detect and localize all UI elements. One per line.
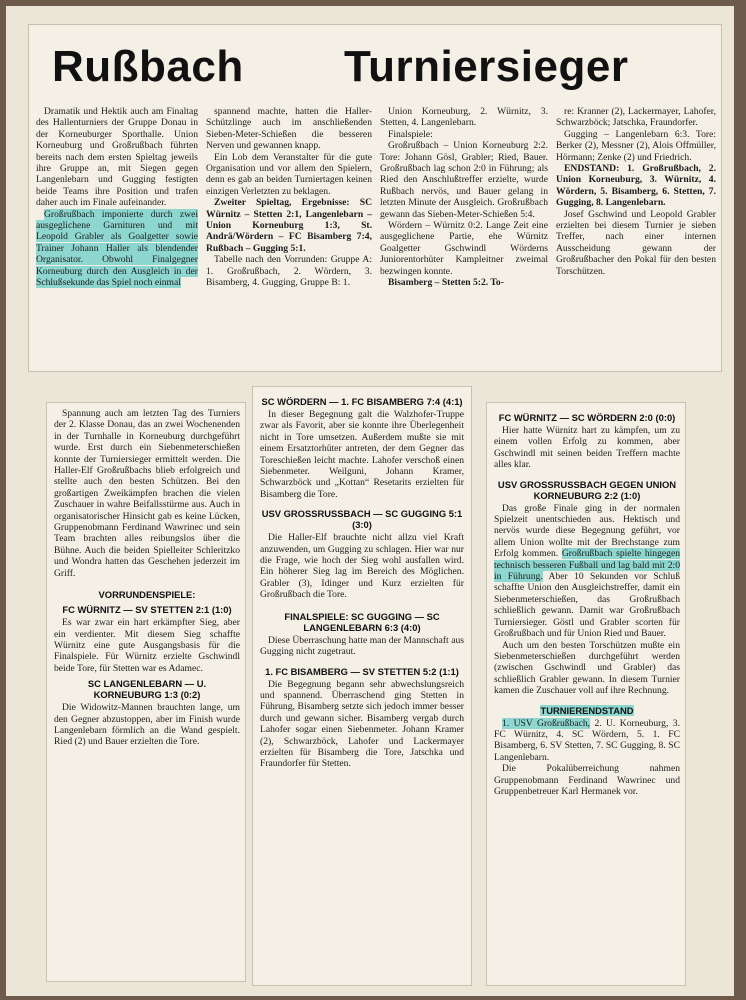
scorer-shootout-report: Auch um den besten Torschützen mußte ein Siebenmeterschießen durchgeführt werden (zwischen Gschwindl und Grabler) das schließlich Grabler gewann. In diesem Turnier kamen die Zuschauer voll auf ihre Rechnung. (494, 639, 680, 697)
game-heading: USV GROSSRUSSBACH — SC GUGGING 5:1 (3:0) (261, 508, 463, 531)
final-report-3: Bisamberg – Stetten 5:2. To- (388, 277, 504, 289)
game-report: Die Widowitz-Mannen brauchten lange, um den Gegner abzustoppen, aber im Finish wurde Langenlebarn förmlich an die Wand gespielt. Ried (2) und Bauer erzielten die Tore. (54, 702, 240, 748)
lead-column-1 (36, 106, 198, 289)
trophy-presentation: Die Pokalüberreichung nahmen Gruppenobmann Ferdinand Wawrinec und Gruppenbetreuer Karl Hermanek vor. (494, 763, 680, 797)
final-standings: 1. USV Großrußbach, 2. U. Korneuburg, 3. FC Würnitz, 4. SC Wördern, 5. 1. FC Bisamberg, 6. SV Stetten, 7. SC Gugging, 8. SC Langenlebarn. (494, 717, 680, 763)
lead-paragraph: spannend machte, hatten die Haller-Schützlinge auch im anschließenden Sieben-Meter-Schießen die besseren Nerven und gewannen knapp. (206, 106, 372, 152)
finals-label: Finalspiele: (388, 128, 433, 140)
game-heading: USV GROSSRUSSBACH GEGEN UNION KORNEUBURG 2:2 (1:0) (497, 478, 677, 501)
lead-column-4 (556, 106, 716, 277)
game-heading: SC WÖRDERN — 1. FC BISAMBERG 7:4 (4:1) (261, 396, 463, 407)
final-standing: ENDSTAND: 1. Großrußbach, 2. Union Korneuburg, 3. Würnitz, 4. Wördern, 5. Bisamberg, 6. Stetten, 7. Gugging, 8. Langenlebarn. (556, 163, 716, 209)
final-report-1: Großrußbach – Union Korneuburg 2:2. Tore: Johann Gösl, Grabler; Ried, Bauer. Großrußbach lag schon 2:0 in Führung; als Ried den Anschlußtreffer erzielte, wurde Rußbach nervös, und Bauer gelang in letzten Minute der Ausgleich. Großrußbach gewann das Sieben-Meter-Schießen 5:4. (380, 140, 548, 220)
middle-column (260, 392, 464, 770)
game-report: Hier hatte Würnitz hart zu kämpfen, um zu einem vollen Erfolg zu kommen, aber Gschwindl mit seinen beiden Treffern machte alles klar. (494, 425, 680, 471)
game-report: Die Begegnung begann sehr abwechslungsreich und spannend. Überraschend ging Stetten in Führung, Bisamberg setzte sich jedoch immer besser durch und gewann sicher. Bisamberg vergab durch Lahofer sogar einen Siebenmeter. Johann Kramer (2), Schwarzböck, Lahofer und Lackermayer erzielten für Bisamberg die Tore, Jatschka und Fraundorfer für Stetten. (260, 678, 464, 770)
final-game-report: Das große Finale ging in der normalen Spielzeit unentschieden aus. Hektisch und nervös wurde diese Begegnung geführt, vor allem Union wollte mit der Brechstange zum Erfolg kommen. Großrußbach spielte hingegen technisch besseren Fußball und lag bald mit 2:0 in Führung. Aber 10 Sekunden vor Schluß schaffte Union den Ausgleichstreffer, damit ein Siebenmeterschießen, das Großrußbach schließlich gewann. Damit war Großrußbach Turniersieger. Göstl und Grabler scorten für Großrußbach und für Union Ried und Bauer. (494, 502, 680, 640)
final-report-4: Gugging – Langenlebarn 6:3. Tore: Berker (2), Messner (2), Alois Offmüller, Hörmann; Zenke (2) und Friedrich. (556, 128, 716, 163)
lead-paragraph: Dramatik und Hektik auch am Finaltag des Hallenturniers der Gruppe Donau in der Korneuburger Sporthalle. Union Korneuburg und Großrußbach führten bereits nach dem ersten Spieltag jeweils ihre Gruppe an, mit Siegen gegen Langenlebarn und Gugging festigten beide Teams ihre Position und trafen daher auch im Finale aufeinander. (36, 106, 198, 209)
results-day-two: Zweiter Spieltag, Ergebnisse: SC Würnitz – Stetten 2:1, Langenlebarn – Union Korneuburg 1:3, St. Andrä/Wördern – FC Bisamberg 7:4, Rußbach – Gugging 5:1. (206, 197, 372, 254)
game-heading: SC LANGENLEBARN — U. KORNEUBURG 1:3 (0:2) (87, 678, 207, 701)
headline-left: Rußbach (52, 42, 244, 91)
preliminary-heading: VORRUNDENSPIELE: (98, 589, 196, 601)
intro-paragraph: Spannung auch am letzten Tag des Turniers der 2. Klasse Donau, das an zwei Wochenenden in der Turnhalle in Korneuburg durchgeführt wurde. Erst durch ein Siebenmeterschießen konnte der Turniersieger ermittelt werden. Die Haller-Elf Großrußbachs blieb erfolgreich und stellte auch den besten Schützen. Bei den großartigen Zweikämpfen brachen die vielen Zuschauer in wahre Beifallsstürme aus. Auch in organisatorischer Hinsicht gab es keine Lücken, Gruppenobmann Ferdinand Wawrinec und sein Team brachten alles reibungslos über die Bühne. Auch die beiden Spielleiter Schleritzko und Wondra hatten das Geschehen jederzeit im Griff. (54, 408, 240, 579)
lead-paragraph: Ein Lob dem Veranstalter für die gute Organisation und vor allem den Spielern, denn es gab an beiden Turniertagen keinen einzigen Verletzten zu beklagen. (206, 151, 372, 197)
lead-column-2 (206, 106, 372, 289)
game-report: Es war zwar ein hart erkämpfter Sieg, aber ein verdienter. Mit diesem Sieg schaffte Würnitz eine gute Ausgangsbasis für die Finalspiele. Für Würnitz erzielte Gschwindl beide Tore, für Stetten war es Adamec. (54, 617, 240, 674)
final-standings-heading: TURNIERENDSTAND (540, 704, 634, 716)
game-heading: 1. FC BISAMBERG — SV STETTEN 5:2 (1:1) (265, 665, 459, 677)
lead-paragraph-highlighted: Großrußbach imponierte durch zwei ausgeglichene Garnituren und mit Leopold Grabler als Goalgetter sowie Trainer Johann Haller als blendender Organisator. Obwohl Finalgegner Korneuburg durch den Ausgleich in der Schlußsekunde das Spiel noch einmal (36, 208, 198, 289)
right-column (494, 408, 680, 797)
game-report: Diese Überraschung hatte man der Mannschaft aus Gugging nicht zugetraut. (260, 634, 464, 658)
top-scorer-note: Josef Gschwind und Leopold Grabler erzielten bei diesem Turnier je sieben Treffer, nach einer internen Ausscheidung gewann der Großrußbacher den Pokal für den besten Torschützen. (556, 208, 716, 277)
lead-paragraph: re: Kranner (2), Lackermayer, Lahofer, Schwarzböck; Jatschka, Fraundorfer. (556, 106, 716, 129)
final-report-2: Wördern – Würnitz 0:2. Lange Zeit eine ausgeglichene Partie, ehe Würnitz Goalgetter Gschwindl Wörderns Juniorentorhüter Kampleitner zweimal bezwingen konnte. (380, 220, 548, 277)
lead-column-3 (380, 106, 548, 289)
left-column (54, 408, 240, 748)
game-report: In dieser Begegnung galt die Walzhofer-Truppe zwar als Favorit, aber sie konnte ihre Überlegenheit nicht in Tore umsetzen. Außerdem mußte sie mit einem Ersatztorhüter antreten, der dem Gegner das Toreschießen leicht machte. Lahofer verschoß einen Siebenmeter. Weilguni, Johann Kramer, Schwarzböck und „Kottan“ Resetarits erzielten für Bisamberg die Tore. (260, 409, 464, 500)
standings-after-group: Tabelle nach den Vorrunden: Gruppe A: 1. Großrußbach, 2. Wördern, 3. Bisamberg, 4. Gugging, Gruppe B: 1. (206, 254, 372, 289)
headline-right: Turniersieger (344, 42, 629, 91)
lead-paragraph: Union Korneuburg, 2. Würnitz, 3. Stetten, 4. Langenlebarn. (380, 106, 548, 129)
game-heading: FC WÜRNITZ — SC WÖRDERN 2:0 (0:0) (498, 412, 676, 423)
scanned-page (6, 6, 734, 996)
finals-heading: FINALSPIELE: SC GUGGING — SC LANGENLEBARN 6:3 (4:0) (284, 610, 440, 633)
game-report: Die Haller-Elf brauchte nicht allzu viel Kraft anzuwenden, um Gugging zu schlagen. Hier war nur die Frage, wie hoch der Sieg wohl ausfallen wird. Ein höherer Sieg lag im Bereich des Möglichen. Grabler (3), Idinger und Kurz erzielten für Großrußbach die Tore. (260, 532, 464, 601)
game-heading: FC WÜRNITZ — SV STETTEN 2:1 (1:0) (62, 604, 232, 616)
